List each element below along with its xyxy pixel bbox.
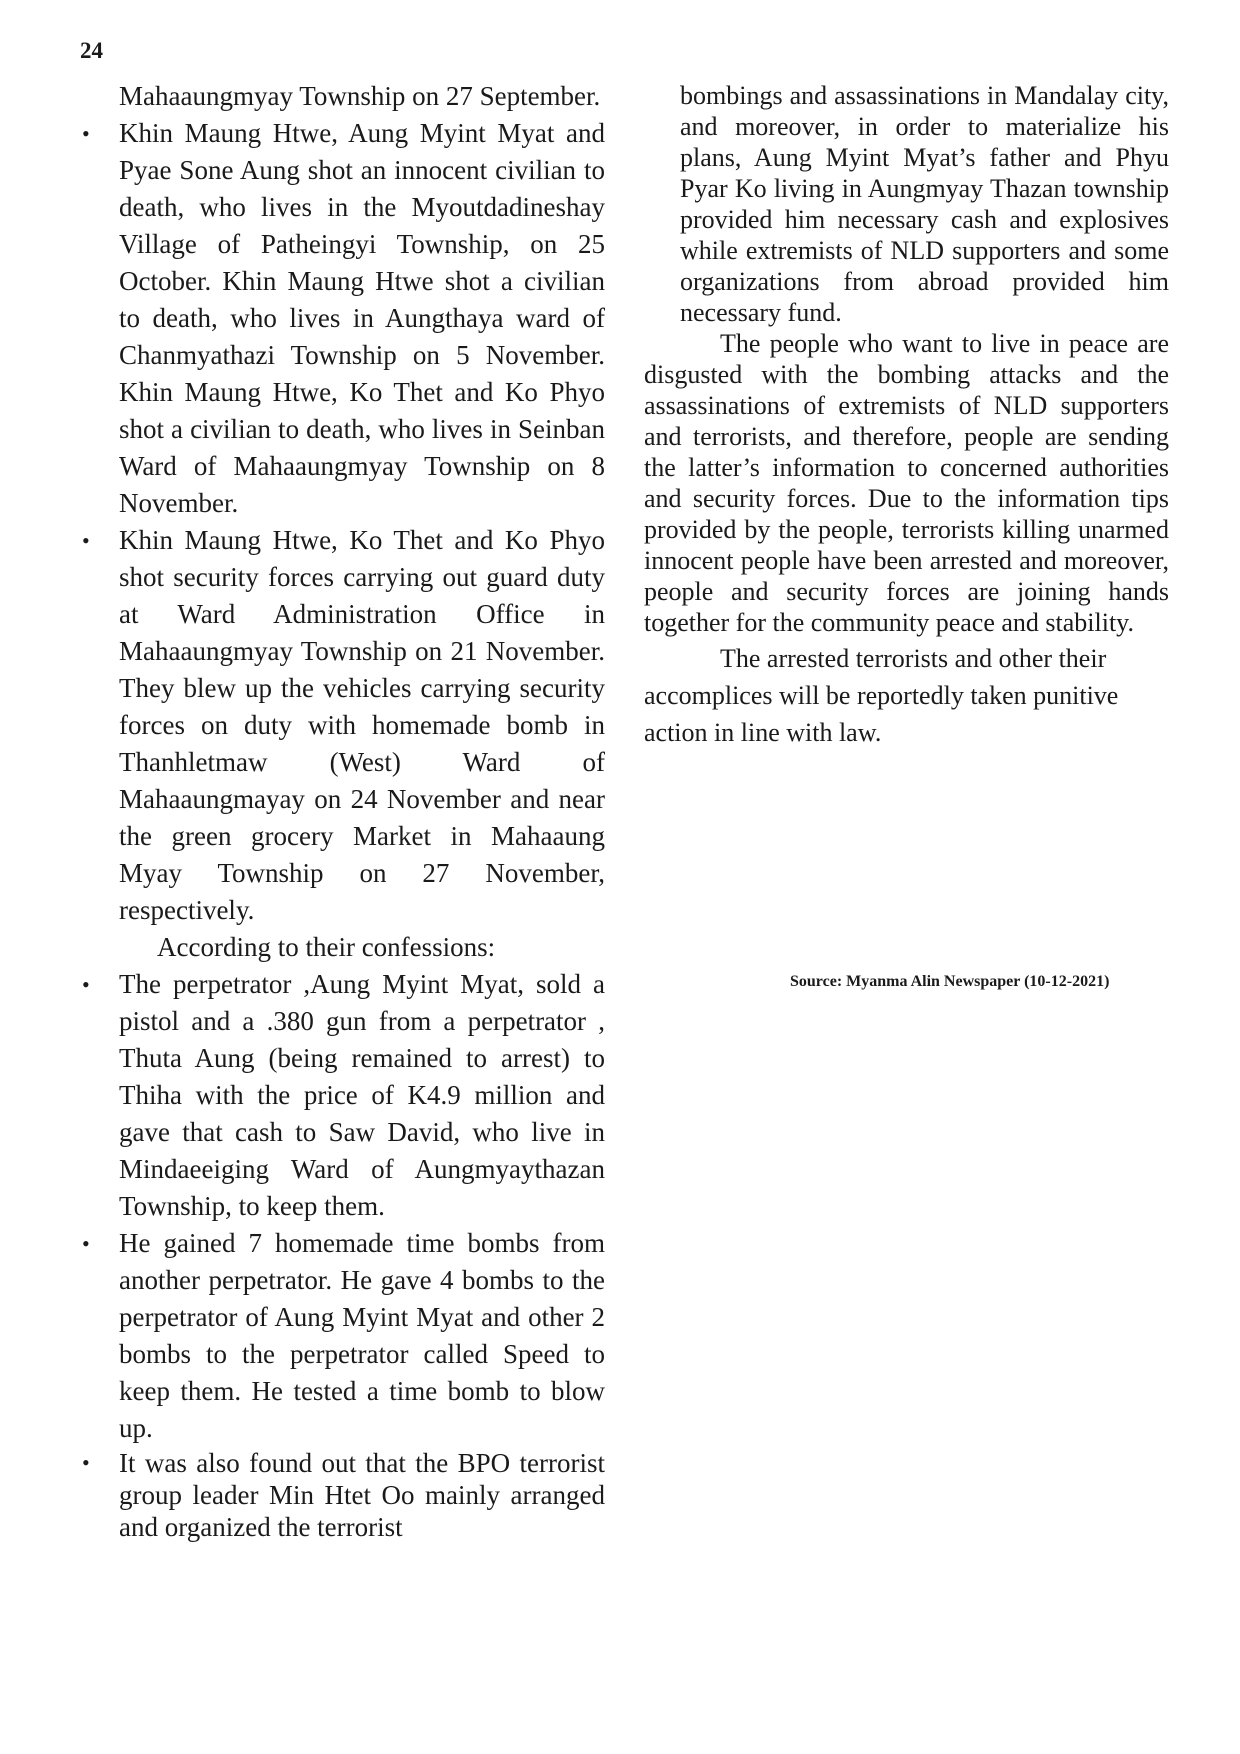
bullet-icon: • xyxy=(82,121,90,146)
bullet-list-1 xyxy=(80,115,605,929)
page-number: 24 xyxy=(80,38,103,63)
source-citation: Source: Myanma Alin Newspaper (10-12-2021) xyxy=(790,973,1110,990)
bullet-icon: • xyxy=(82,1450,90,1475)
bullet-icon: • xyxy=(82,972,90,997)
bullet-list-2 xyxy=(80,966,605,1543)
body-paragraph: The people who want to live in peace are disgusted with the bombing attacks and the assassinations of extremists of NLD supporters and terrorists, and therefore, people are sending the latter’s information to concerned authorities and security forces. Due to the information tips provided by the people, terrorists killing unarmed innocent people have been arrested and moreover, people and security forces are joining hands together for the community peace and stability. xyxy=(644,329,1169,637)
list-item xyxy=(80,1447,605,1543)
list-item xyxy=(80,1225,605,1447)
right-column xyxy=(644,80,1169,751)
bullet-icon: • xyxy=(82,528,90,553)
list-item-text: He gained 7 homemade time bombs from another perpetrator. He gave 4 bombs to the perpetrator of Aung Myint Myat and other 2 bombs to the perpetrator called Speed to keep them. He tested a time bomb to blow up. xyxy=(119,1228,605,1443)
list-item xyxy=(80,115,605,522)
list-item-text: It was also found out that the BPO terrorist group leader Min Htet Oo mainly arranged and organized the terrorist xyxy=(119,1448,605,1542)
list-item xyxy=(80,522,605,929)
list-item-text: The perpetrator ,Aung Myint Myat, sold a pistol and a .380 gun from a perpetrator , Thuta Aung (being remained to arrest) to Thiha with the price of K4.9 million and gave that cash to Saw David, who live in Mindaeeiging Ward of Aungmyaythazan Township, to keep them. xyxy=(119,969,605,1221)
bullet-icon: • xyxy=(82,1231,90,1256)
list-item-text: Khin Maung Htwe, Aung Myint Myat and Pyae Sone Aung shot an innocent civilian to death, who lives in the Myoutdadineshay Village of Patheingyi Township, on 25 October. Khin Maung Htwe shot a civilian to death, who lives in Aungthaya ward of Chanmyathazi Township on 5 November. Khin Maung Htwe, Ko Thet and Ko Phyo shot a civilian to death, who lives in Seinban Ward of Mahaaungmyay Township on 8 November. xyxy=(119,118,605,518)
lead-paragraph: Mahaaungmyay Township on 27 September. xyxy=(119,81,601,111)
confessions-intro: According to their confessions: xyxy=(157,932,496,962)
list-item xyxy=(80,966,605,1225)
left-column xyxy=(80,78,605,1543)
continuation-paragraph: bombings and assassinations in Mandalay city, and moreover, in order to materialize his plans, Aung Myint Myat’s father and Phyu Pyar Ko living in Aungmyay Thazan township provided him necessary cash and explosives while extremists of NLD supporters and some organizations from abroad provided him necessary fund. xyxy=(680,81,1169,327)
list-item-text: Khin Maung Htwe, Ko Thet and Ko Phyo shot security forces carrying out guard duty at Ward Administration Office in Mahaaungmyay Township on 21 November. They blew up the vehicles carrying security forces on duty with homemade bomb in Thanhletmaw (West) Ward of Mahaaungmayay on 24 November and near the green grocery Market in Mahaaung Myay Township on 27 November, respectively. xyxy=(119,525,605,925)
closing-paragraph: The arrested terrorists and other their accomplices will be reportedly taken punitive action in line with law. xyxy=(644,644,1119,747)
